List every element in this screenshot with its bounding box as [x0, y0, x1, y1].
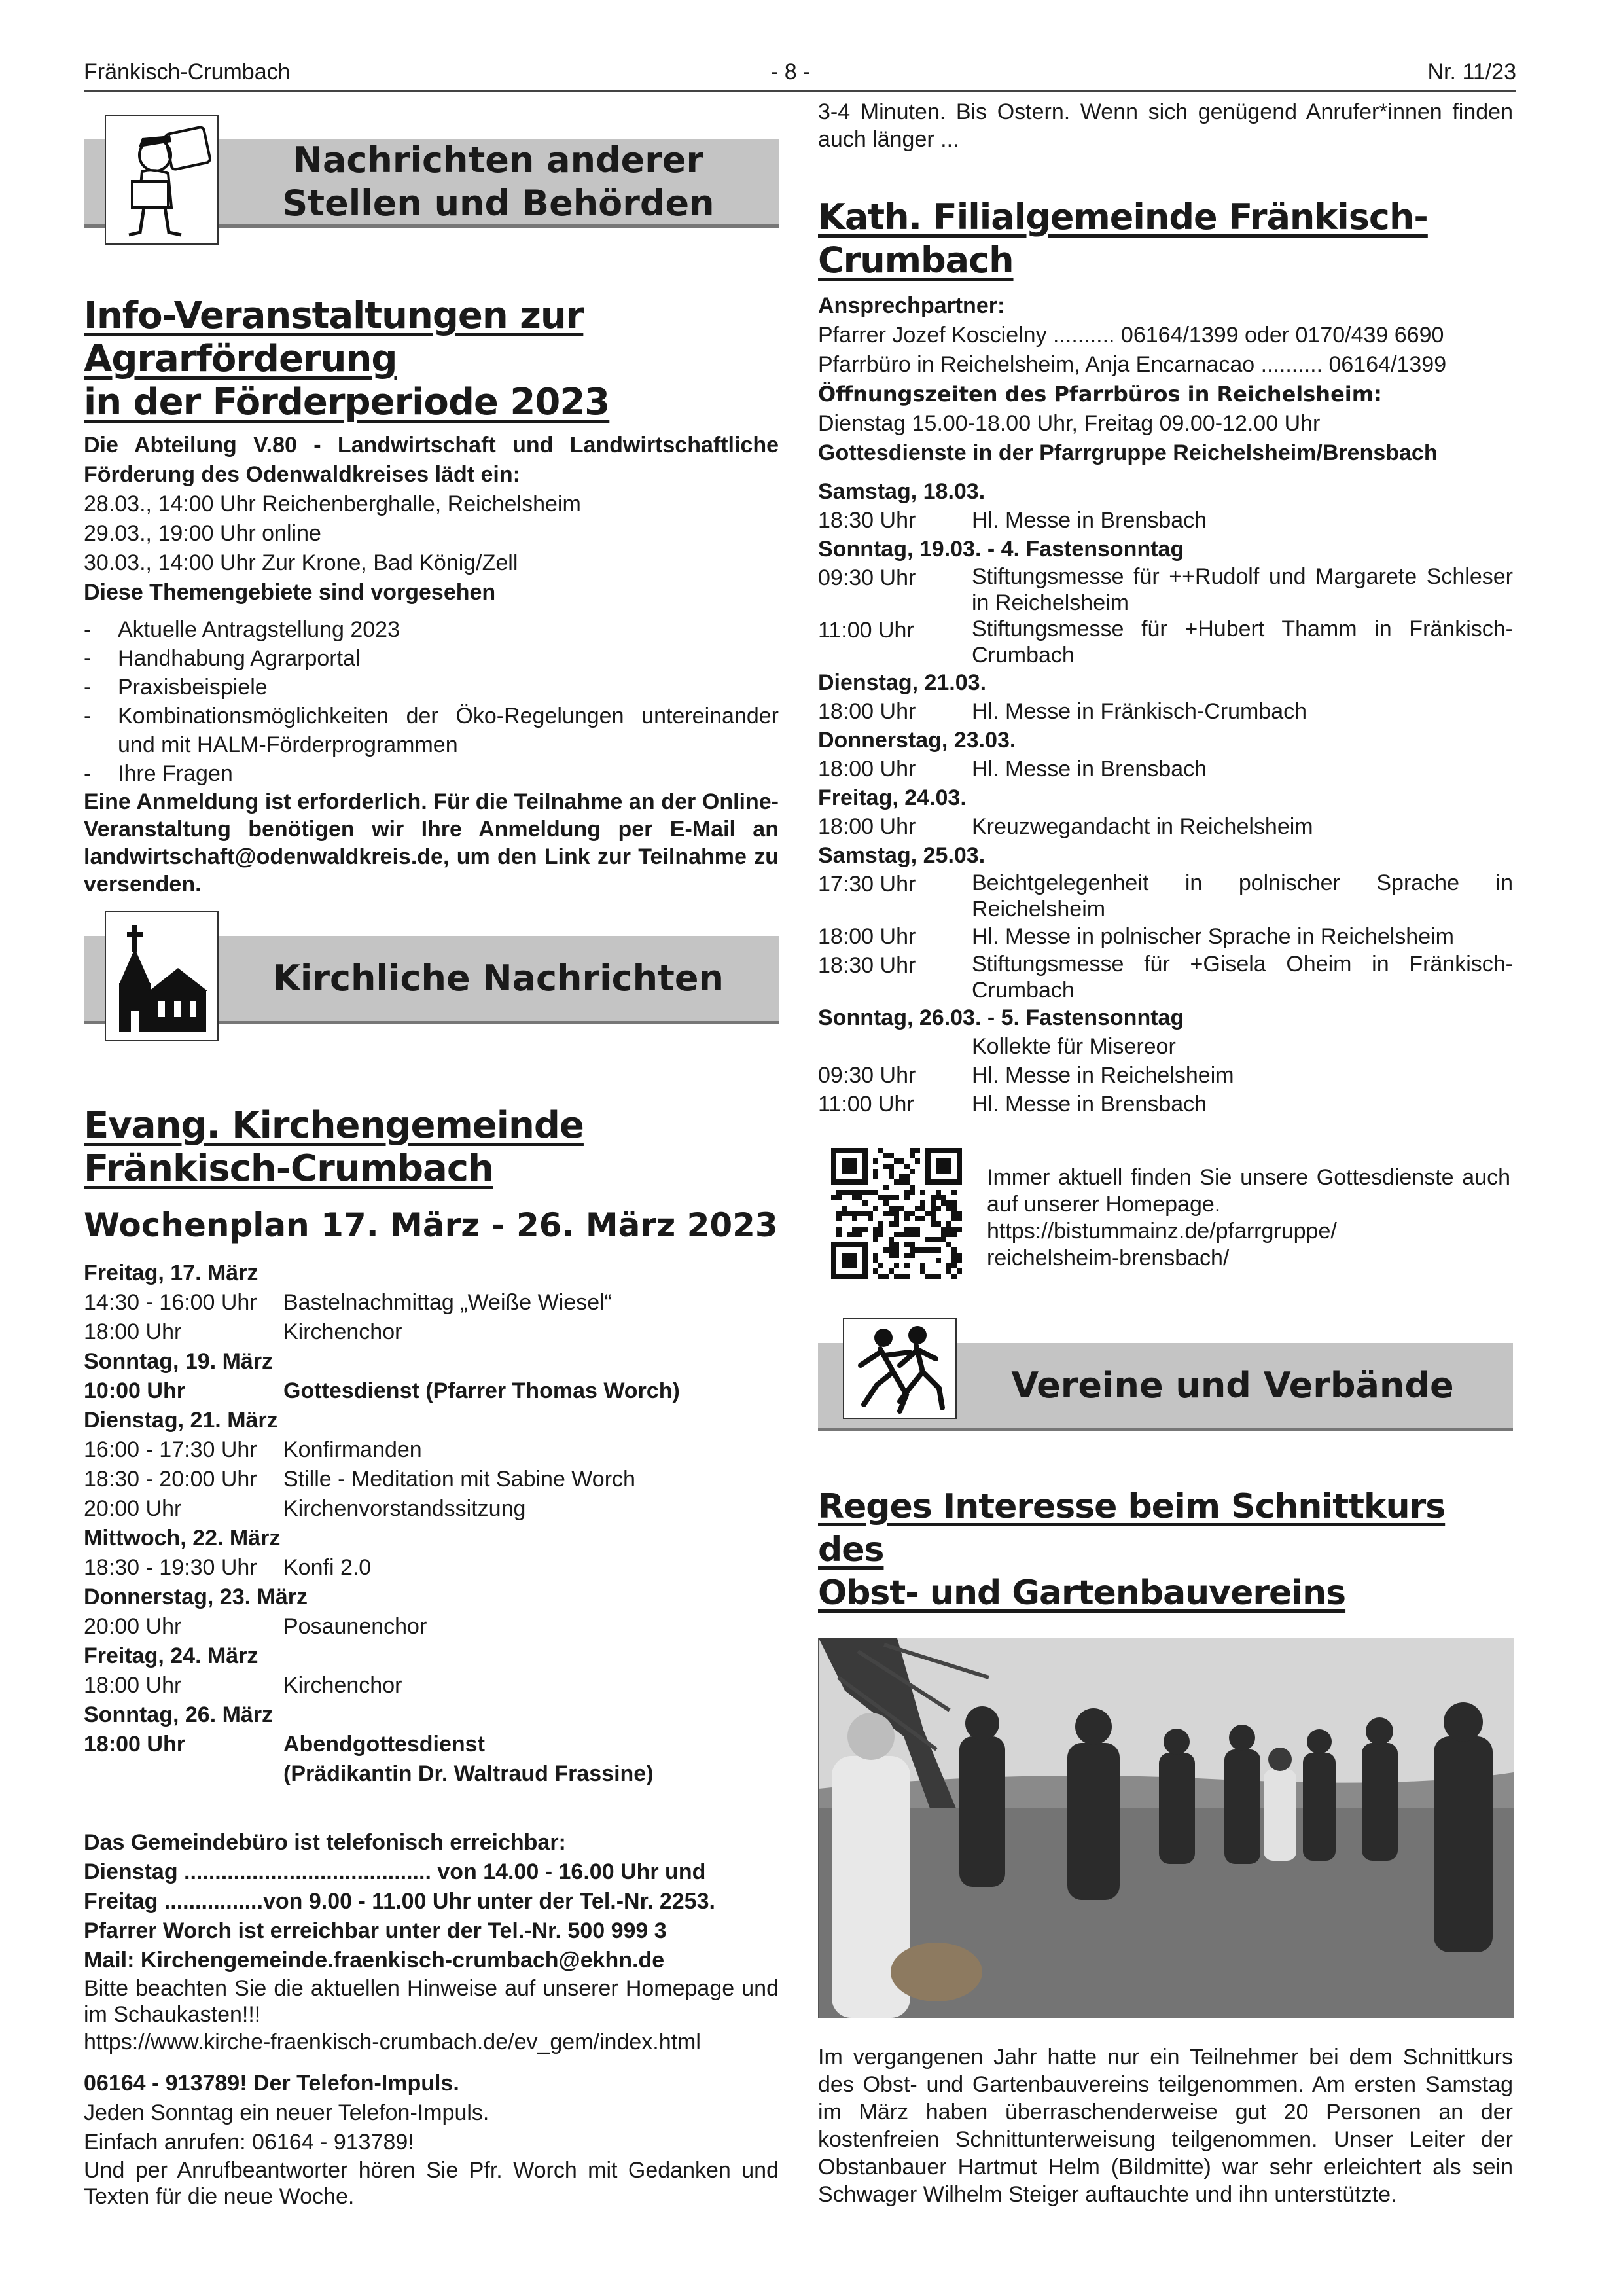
evang-title: Evang. Kirchengemeinde Fränkisch-Crumbach: [84, 1104, 584, 1190]
page-header: [84, 58, 1516, 92]
header-town: Fränkisch-Crumbach: [84, 60, 291, 84]
church-icon: [105, 911, 219, 1041]
schedule-day: Freitag, 17. März: [84, 1261, 258, 1285]
impuls-line: Und per Anrufbeantworter hören Sie Pfr. Worch mit Gedanken und Texten für die neue Woche.: [84, 2158, 779, 2209]
list-item: - Ihre Fragen: [84, 761, 233, 786]
schedule-row: 18:00 Uhr Hl. Messe in Brensbach: [818, 757, 1207, 781]
header-page-number: - 8 -: [771, 60, 811, 84]
agrar-registration: Eine Anmeldung ist erforderlich. Für die Teilnahme an der Online-Veranstaltung benötigen wir Ihre Anmeldung per E-Mail an landwirtschaft@odenwaldkreis.de, um den Link zur Teilnahme zu versenden.: [84, 789, 779, 897]
office-email: Mail: Kirchengemeinde.fraenkisch-crumbach@ekhn.de: [84, 1948, 665, 1973]
kath-contact-line: Pfarrer Jozef Koscielny .......... 06164/1399 oder 0170/439 6690: [818, 323, 1444, 348]
office-line: Dienstag ........................................ von 14.00 - 16.00 Uhr und: [84, 1859, 706, 1884]
list-item: - Praxisbeispiele: [84, 675, 268, 700]
list-item: - Aktuelle Antragstellung 2023: [84, 617, 400, 642]
schedule-day: Samstag, 25.03.: [818, 843, 986, 868]
evang-office: [84, 1828, 779, 2057]
kath-homepage-block: [818, 1148, 1513, 1279]
schedule-row: 18:00 Uhr Kirchenchor: [84, 1673, 402, 1698]
agrar-title: Info-Veranstaltungen zur Agrarförderung in der Förderperiode 2023: [84, 295, 610, 423]
agrar-topics-heading: Diese Themengebiete sind vorgesehen: [84, 580, 496, 605]
schedule-row: 20:00 Uhr Kirchenvorstandssitzung: [84, 1496, 526, 1521]
kath-schedule: [818, 477, 1513, 1119]
schedule-day: Freitag, 24. März: [84, 1643, 258, 1668]
section-header-other-authorities: [84, 115, 779, 242]
right-column: [818, 98, 1513, 2208]
impuls-line: Jeden Sonntag ein neuer Telefon-Impuls.: [84, 2100, 489, 2125]
section-header-church-news: [84, 911, 779, 1039]
schedule-day: Dienstag, 21. März: [84, 1408, 278, 1433]
kath-contact-heading: Ansprechpartner:: [818, 293, 1005, 318]
evang-week-heading: Wochenplan 17. März - 26. März 2023: [84, 1206, 778, 1244]
schedule-row: 09:30 Uhr Hl. Messe in Reichelsheim: [818, 1063, 1234, 1088]
kath-title: Kath. Filialgemeinde Fränkisch-Crumbach: [818, 196, 1428, 281]
schedule-row: 18:00 Uhr Abendgottesdienst: [84, 1732, 485, 1757]
schedule-row: 18:00 Uhr Kirchenchor: [84, 1319, 402, 1344]
postman-icon: [105, 115, 219, 245]
agrar-date: 30.03., 14:00 Uhr Zur Krone, Bad König/Zell: [84, 550, 518, 575]
section-header-clubs: [818, 1318, 1513, 1446]
header-issue: Nr. 11/23: [1427, 60, 1516, 84]
schedule-row: 18:30 Uhr Hl. Messe in Brensbach: [818, 508, 1207, 533]
office-line: Freitag ................von 9.00 - 11.00 Uhr unter der Tel.-Nr. 2253.: [84, 1889, 715, 1914]
obst-body: Im vergangenen Jahr hatte nur ein Teilnehmer bei dem Schnittkurs des Obst- und Gartenbauvereins teilgenommen. Am ersten Samstag im März haben überraschenderweise gut 20 Personen an der kostenfreien Schnittunterweisung teilgenommen. Unser Leiter der Obstanbauer Hartmut Helm (Bildmitte) war sehr erleichtert als sein Schwager Wilhelm Steiger auftauchte und ihn unterstützte.: [818, 2045, 1513, 2207]
schedule-row: 09:30 Uhr Stiftungsmesse für ++Rudolf und Margarete Schleser in Reichelsheim: [818, 564, 1513, 615]
section-title: Kirchliche Nachrichten: [273, 958, 724, 999]
office-url: https://www.kirche-fraenkisch-crumbach.de/ev_gem/index.html: [84, 2030, 701, 2054]
qr-url[interactable]: https://bistummainz.de/pfarrgruppe/: [987, 1219, 1337, 1244]
schedule-row: 20:00 Uhr Posaunenchor: [84, 1614, 427, 1639]
impuls-heading: 06164 - 913789! Der Telefon-Impuls.: [84, 2071, 459, 2096]
schedule-row: 14:30 - 16:00 Uhr Bastelnachmittag „Weiße Wiesel“: [84, 1290, 612, 1315]
schedule-row: 18:30 Uhr Stiftungsmesse für +Gisela Oheim in Fränkisch-Crumbach: [818, 952, 1513, 1003]
obst-title: Reges Interesse beim Schnittkurs des Obst- und Gartenbauvereins: [818, 1487, 1446, 1613]
schedule-day: Samstag, 18.03.: [818, 479, 986, 504]
schedule-day: Sonntag, 19. März: [84, 1349, 274, 1374]
pruning-course-photo: [818, 1638, 1514, 2018]
schedule-row: 17:30 Uhr Beichtgelegenheit in polnischer Sprache in Reichelsheim: [818, 870, 1513, 922]
office-line: Pfarrer Worch ist erreichbar unter der Tel.-Nr. 500 999 3: [84, 1918, 667, 1943]
schedule-day: Sonntag, 19.03. - 4. Fastensonntag: [818, 537, 1184, 562]
schedule-row: Kollekte für Misereor: [972, 1034, 1176, 1059]
schedule-row: 16:00 - 17:30 Uhr Konfirmanden: [84, 1437, 422, 1462]
schedule-day: Sonntag, 26. März: [84, 1702, 274, 1727]
section-title: Vereine und Verbände: [1011, 1365, 1454, 1406]
qr-text: Immer aktuell finden Sie unsere Gottesdienste auch auf unserer Homepage.: [987, 1165, 1510, 1217]
schedule-day: Donnerstag, 23. März: [84, 1585, 308, 1609]
schedule-day: Donnerstag, 23.03.: [818, 728, 1016, 753]
schedule-row: 18:30 - 20:00 Uhr Stille - Meditation mit Sabine Worch: [84, 1467, 635, 1492]
impuls-line: Einfach anrufen: 06164 - 913789!: [84, 2130, 414, 2155]
schedule-row: 18:00 Uhr Hl. Messe in polnischer Sprache in Reichelsheim: [818, 924, 1454, 949]
schedule-day: Freitag, 24.03.: [818, 785, 967, 810]
left-column: [84, 98, 779, 2210]
runners-icon: [843, 1318, 957, 1419]
agrar-intro: Die Abteilung V.80 - Landwirtschaft und Landwirtschaftliche Förderung des Odenwaldkreises lädt ein:: [84, 433, 779, 487]
agrar-date: 29.03., 19:00 Uhr online: [84, 521, 321, 546]
qr-url[interactable]: reichelsheim-brensbach/: [987, 1246, 1230, 1270]
agrar-date: 28.03., 14:00 Uhr Reichenberghalle, Reichelsheim: [84, 492, 581, 516]
qr-code-icon[interactable]: [831, 1148, 962, 1279]
kath-hours-heading: Öffnungszeiten des Pfarrbüros in Reichelsheim:: [818, 382, 1382, 406]
office-heading: Das Gemeindebüro ist telefonisch erreichbar:: [84, 1830, 566, 1855]
schedule-day: Dienstag, 21.03.: [818, 670, 987, 695]
schedule-day: Sonntag, 26.03. - 5. Fastensonntag: [818, 1005, 1184, 1030]
office-notice: Bitte beachten Sie die aktuellen Hinweise auf unserer Homepage und im Schaukasten!!!: [84, 1976, 779, 2027]
kath-contact-line: Pfarrbüro in Reichelsheim, Anja Encarnacao .......... 06164/1399: [818, 352, 1447, 377]
schedule-row: 10:00 Uhr Gottesdienst (Pfarrer Thomas Worch): [84, 1378, 680, 1403]
schedule-row: 11:00 Uhr Stiftungsmesse für +Hubert Thamm in Fränkisch-Crumbach: [818, 617, 1513, 668]
schedule-day: Mittwoch, 22. März: [84, 1526, 281, 1551]
kath-services-heading: Gottesdienste in der Pfarrgruppe Reichelsheim/Brensbach: [818, 440, 1438, 465]
section-title: Nachrichten anderer Stellen und Behörden: [282, 139, 715, 224]
schedule-row: 18:30 - 19:30 Uhr Konfi 2.0: [84, 1555, 372, 1580]
continued-text: 3-4 Minuten. Bis Ostern. Wenn sich genügend Anrufer*innen finden auch länger ...: [818, 99, 1513, 152]
schedule-row: 18:00 Uhr Kreuzwegandacht in Reichelsheim: [818, 814, 1313, 839]
agrar-topics-list: [84, 615, 779, 788]
telefon-impuls: [84, 2069, 779, 2210]
schedule-row: 18:00 Uhr Hl. Messe in Fränkisch-Crumbach: [818, 699, 1307, 724]
evang-schedule: [84, 1259, 779, 1789]
schedule-row: (Prädikantin Dr. Waltraud Frassine): [283, 1761, 654, 1786]
schedule-row: 11:00 Uhr Hl. Messe in Brensbach: [818, 1092, 1207, 1117]
kath-hours: Dienstag 15.00-18.00 Uhr, Freitag 09.00-12.00 Uhr: [818, 411, 1321, 436]
list-item: - Handhabung Agrarportal: [84, 646, 361, 671]
list-item: - Kombinationsmöglichkeiten der Öko-Regelungen untereinander und mit HALM-Förderprogrammen: [84, 704, 779, 757]
agrar-dates: [84, 490, 779, 578]
